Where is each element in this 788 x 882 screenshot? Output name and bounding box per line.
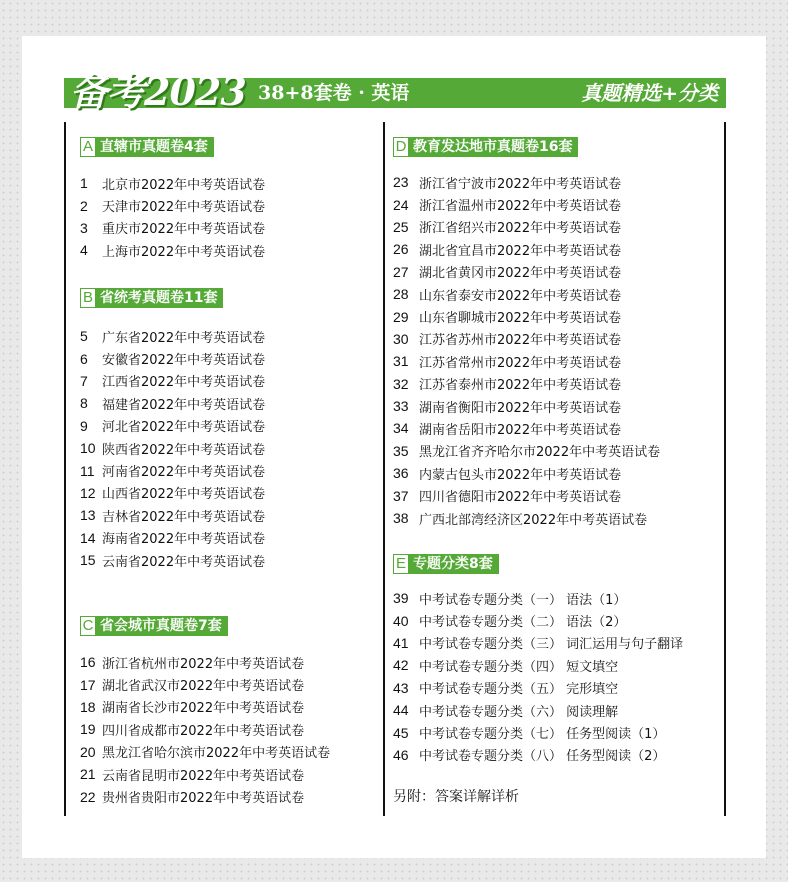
item-number: 10 bbox=[80, 440, 96, 457]
item-number: 6 bbox=[80, 350, 88, 367]
list-item bbox=[80, 504, 265, 526]
list-item bbox=[80, 741, 330, 763]
item-number: 32 bbox=[393, 375, 409, 392]
list-item bbox=[393, 440, 660, 462]
item-title: 湖北省宜昌市2022年中考英语试卷 bbox=[419, 243, 622, 259]
list-item bbox=[393, 507, 660, 529]
list-item bbox=[80, 415, 265, 437]
item-number: 40 bbox=[393, 612, 409, 629]
item-number: 26 bbox=[393, 241, 409, 258]
item-number: 17 bbox=[80, 676, 96, 693]
item-title: 湖南省长沙市2022年中考英语试卷 bbox=[102, 701, 305, 717]
item-number: 23 bbox=[393, 174, 409, 191]
item-title: 中考试卷专题分类（六） 阅读理解 bbox=[419, 704, 619, 720]
list-item bbox=[80, 370, 265, 392]
item-title: 北京市2022年中考英语试卷 bbox=[102, 177, 266, 193]
section-c-list bbox=[80, 651, 330, 808]
list-item bbox=[80, 437, 265, 459]
item-title: 广东省2022年中考英语试卷 bbox=[102, 330, 266, 346]
list-item bbox=[80, 527, 265, 549]
item-title: 云南省2022年中考英语试卷 bbox=[102, 554, 266, 570]
list-item bbox=[80, 718, 330, 740]
item-title: 贵州省贵阳市2022年中考英语试卷 bbox=[102, 791, 305, 807]
section-letter: C bbox=[80, 616, 96, 636]
item-number: 33 bbox=[393, 398, 409, 415]
list-item bbox=[393, 462, 660, 484]
item-number: 22 bbox=[80, 788, 96, 805]
item-number: 7 bbox=[80, 372, 88, 389]
item-number: 1 bbox=[80, 175, 88, 192]
item-title: 山东省聊城市2022年中考英语试卷 bbox=[419, 311, 622, 327]
item-number: 18 bbox=[80, 698, 96, 715]
list-item bbox=[393, 654, 683, 676]
item-number: 46 bbox=[393, 746, 409, 763]
item-number: 24 bbox=[393, 196, 409, 213]
item-title: 江苏省苏州市2022年中考英语试卷 bbox=[419, 333, 622, 349]
item-title: 湖北省黄冈市2022年中考英语试卷 bbox=[419, 266, 622, 282]
item-number: 42 bbox=[393, 657, 409, 674]
item-title: 江苏省常州市2022年中考英语试卷 bbox=[419, 355, 622, 371]
section-letter: B bbox=[80, 288, 96, 308]
left-column-rule bbox=[64, 122, 66, 816]
list-item bbox=[393, 417, 660, 439]
list-item bbox=[80, 459, 265, 481]
item-number: 35 bbox=[393, 442, 409, 459]
item-title: 河南省2022年中考英语试卷 bbox=[102, 465, 266, 481]
list-item bbox=[393, 238, 660, 260]
list-item bbox=[393, 373, 660, 395]
list-item bbox=[80, 763, 330, 785]
item-number: 34 bbox=[393, 420, 409, 437]
list-item bbox=[393, 677, 683, 699]
header-banner bbox=[64, 69, 726, 114]
item-number: 44 bbox=[393, 702, 409, 719]
list-item bbox=[80, 549, 265, 571]
list-item bbox=[80, 482, 265, 504]
item-title: 广西北部湾经济区2022年中考英语试卷 bbox=[419, 512, 648, 528]
item-number: 12 bbox=[80, 484, 96, 501]
section-c-header bbox=[80, 616, 228, 636]
section-d-list bbox=[393, 171, 660, 529]
item-title: 中考试卷专题分类（二） 语法（2） bbox=[419, 615, 627, 631]
section-title: 专题分类8套 bbox=[409, 554, 499, 574]
item-title: 浙江省宁波市2022年中考英语试卷 bbox=[419, 176, 622, 192]
section-letter: E bbox=[393, 554, 409, 574]
item-title: 上海市2022年中考英语试卷 bbox=[102, 244, 266, 260]
item-title: 四川省成都市2022年中考英语试卷 bbox=[102, 723, 305, 739]
banner-title: 备考2023 bbox=[70, 69, 246, 114]
item-number: 9 bbox=[80, 417, 88, 434]
list-item bbox=[393, 350, 660, 372]
list-item bbox=[80, 347, 265, 369]
list-item bbox=[393, 193, 660, 215]
item-number: 31 bbox=[393, 353, 409, 370]
item-number: 29 bbox=[393, 308, 409, 325]
list-item bbox=[80, 325, 265, 347]
item-number: 4 bbox=[80, 242, 88, 259]
item-title: 浙江省绍兴市2022年中考英语试卷 bbox=[419, 221, 622, 237]
section-letter: A bbox=[80, 137, 96, 157]
list-item bbox=[393, 484, 660, 506]
list-item bbox=[393, 171, 660, 193]
item-title: 云南省昆明市2022年中考英语试卷 bbox=[102, 768, 305, 784]
list-item bbox=[393, 744, 683, 766]
section-a-list bbox=[80, 172, 265, 262]
list-item bbox=[80, 696, 330, 718]
item-title: 中考试卷专题分类（七） 任务型阅读（1） bbox=[419, 727, 666, 743]
section-title: 省统考真题卷11套 bbox=[96, 288, 223, 308]
item-title: 中考试卷专题分类（四） 短文填空 bbox=[419, 659, 619, 675]
appendix-note: 另附：答案详解详析 bbox=[393, 789, 519, 805]
list-item bbox=[393, 216, 660, 238]
item-title: 湖南省岳阳市2022年中考英语试卷 bbox=[419, 422, 622, 438]
section-b-header bbox=[80, 288, 223, 308]
list-item bbox=[393, 283, 660, 305]
middle-column-rule bbox=[383, 122, 385, 816]
section-title: 省会城市真题卷7套 bbox=[96, 616, 228, 636]
item-number: 20 bbox=[80, 743, 96, 760]
item-title: 中考试卷专题分类（一） 语法（1） bbox=[419, 592, 627, 608]
list-item bbox=[393, 395, 660, 417]
item-title: 中考试卷专题分类（五） 完形填空 bbox=[419, 682, 619, 698]
list-item bbox=[393, 609, 683, 631]
item-title: 湖北省武汉市2022年中考英语试卷 bbox=[102, 679, 305, 695]
item-title: 黑龙江省哈尔滨市2022年中考英语试卷 bbox=[102, 746, 331, 762]
item-title: 中考试卷专题分类（三） 词汇运用与句子翻译 bbox=[419, 637, 684, 653]
section-title: 教育发达地市真题卷16套 bbox=[409, 137, 578, 157]
item-number: 21 bbox=[80, 766, 96, 783]
item-number: 37 bbox=[393, 487, 409, 504]
right-column-rule bbox=[724, 122, 726, 816]
section-b-list bbox=[80, 325, 265, 571]
item-title: 陕西省2022年中考英语试卷 bbox=[102, 442, 266, 458]
section-e-header bbox=[393, 554, 499, 574]
item-title: 山东省泰安市2022年中考英语试卷 bbox=[419, 288, 622, 304]
section-d-header bbox=[393, 137, 578, 157]
list-item bbox=[80, 392, 265, 414]
section-a-header bbox=[80, 137, 214, 157]
item-number: 14 bbox=[80, 529, 96, 546]
item-title: 黑龙江省齐齐哈尔市2022年中考英语试卷 bbox=[419, 445, 661, 461]
item-title: 天津市2022年中考英语试卷 bbox=[102, 200, 266, 216]
item-number: 43 bbox=[393, 679, 409, 696]
item-title: 河北省2022年中考英语试卷 bbox=[102, 420, 266, 436]
item-number: 15 bbox=[80, 552, 96, 569]
item-number: 30 bbox=[393, 330, 409, 347]
item-number: 41 bbox=[393, 634, 409, 651]
item-title: 江西省2022年中考英语试卷 bbox=[102, 375, 266, 391]
item-number: 13 bbox=[80, 507, 96, 524]
item-title: 浙江省杭州市2022年中考英语试卷 bbox=[102, 656, 305, 672]
item-title: 湖南省衡阳市2022年中考英语试卷 bbox=[419, 400, 622, 416]
item-number: 11 bbox=[80, 462, 95, 479]
section-e-list bbox=[393, 587, 683, 766]
item-number: 28 bbox=[393, 286, 409, 303]
item-title: 江苏省泰州市2022年中考英语试卷 bbox=[419, 378, 622, 394]
list-item bbox=[80, 194, 265, 216]
list-item bbox=[80, 239, 265, 261]
section-title: 直辖市真题卷4套 bbox=[96, 137, 214, 157]
banner-right-text: 真题精选+分类 bbox=[581, 81, 718, 105]
item-title: 中考试卷专题分类（八） 任务型阅读（2） bbox=[419, 749, 666, 765]
item-title: 安徽省2022年中考英语试卷 bbox=[102, 353, 266, 369]
list-item bbox=[393, 587, 683, 609]
list-item bbox=[393, 261, 660, 283]
item-number: 36 bbox=[393, 465, 409, 482]
item-number: 39 bbox=[393, 590, 409, 607]
item-title: 海南省2022年中考英语试卷 bbox=[102, 532, 266, 548]
list-item bbox=[393, 699, 683, 721]
list-item bbox=[393, 632, 683, 654]
item-number: 45 bbox=[393, 724, 409, 741]
list-item bbox=[80, 217, 265, 239]
item-number: 2 bbox=[80, 197, 88, 214]
item-title: 山西省2022年中考英语试卷 bbox=[102, 487, 266, 503]
item-number: 38 bbox=[393, 510, 409, 527]
item-title: 福建省2022年中考英语试卷 bbox=[102, 397, 266, 413]
list-item bbox=[80, 673, 330, 695]
list-item bbox=[80, 172, 265, 194]
item-title: 浙江省温州市2022年中考英语试卷 bbox=[419, 199, 622, 215]
list-item bbox=[393, 721, 683, 743]
item-number: 19 bbox=[80, 721, 96, 738]
item-number: 3 bbox=[80, 219, 88, 236]
item-number: 5 bbox=[80, 328, 88, 345]
banner-subtitle: 38+8套卷 · 英语 bbox=[258, 82, 410, 104]
item-title: 吉林省2022年中考英语试卷 bbox=[102, 509, 266, 525]
section-letter: D bbox=[393, 137, 409, 157]
item-number: 25 bbox=[393, 218, 409, 235]
item-number: 16 bbox=[80, 654, 96, 671]
list-item bbox=[393, 328, 660, 350]
item-title: 重庆市2022年中考英语试卷 bbox=[102, 222, 266, 238]
item-number: 8 bbox=[80, 395, 88, 412]
item-number: 27 bbox=[393, 263, 409, 280]
item-title: 内蒙古包头市2022年中考英语试卷 bbox=[419, 467, 622, 483]
list-item bbox=[80, 651, 330, 673]
list-item bbox=[393, 305, 660, 327]
list-item bbox=[80, 785, 330, 807]
item-title: 四川省德阳市2022年中考英语试卷 bbox=[419, 490, 622, 506]
